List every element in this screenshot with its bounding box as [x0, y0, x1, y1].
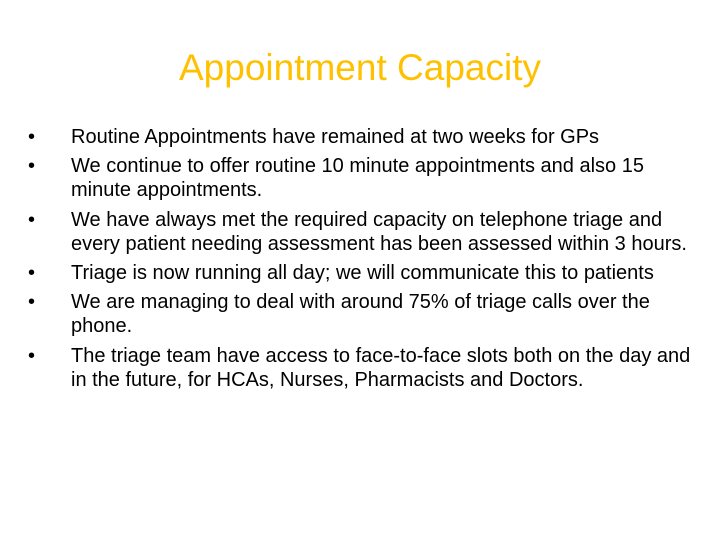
- bullet-dot-icon: •: [28, 126, 36, 148]
- bullet-text: We have always met the required capacity on telephone triage and every patient needing assessment has been assessed within 3 hours.: [71, 208, 687, 255]
- bullet-text: We are managing to deal with around 75% of triage calls over the phone.: [71, 291, 650, 338]
- bullet-dot-icon: •: [28, 262, 36, 285]
- bullet-text: The triage team have access to face-to-face slots both on the day and in the future, for HCAs, Nurses, Pharmacists and Doctors.: [71, 344, 691, 391]
- bullet-dot-icon: •: [28, 344, 36, 367]
- bullet-list: [28, 125, 696, 392]
- bullet-item: [28, 154, 696, 202]
- bullet-dot-icon: •: [28, 208, 36, 231]
- bullet-item: [28, 290, 696, 338]
- bullet-text: Routine Appointments have remained at two weeks for GPs: [71, 126, 600, 148]
- bullet-item: [28, 261, 696, 285]
- bullet-dot-icon: •: [28, 155, 36, 178]
- bullet-item: [28, 208, 696, 256]
- bullet-dot-icon: •: [28, 291, 36, 314]
- bullet-text: We continue to offer routine 10 minute appointments and also 15 minute appointments.: [71, 155, 644, 202]
- slide-title: Appointment Capacity: [179, 47, 541, 88]
- bullet-text: Triage is now running all day; we will communicate this to patients: [71, 262, 654, 285]
- bullet-item: [28, 125, 696, 149]
- bullet-item: [28, 344, 696, 392]
